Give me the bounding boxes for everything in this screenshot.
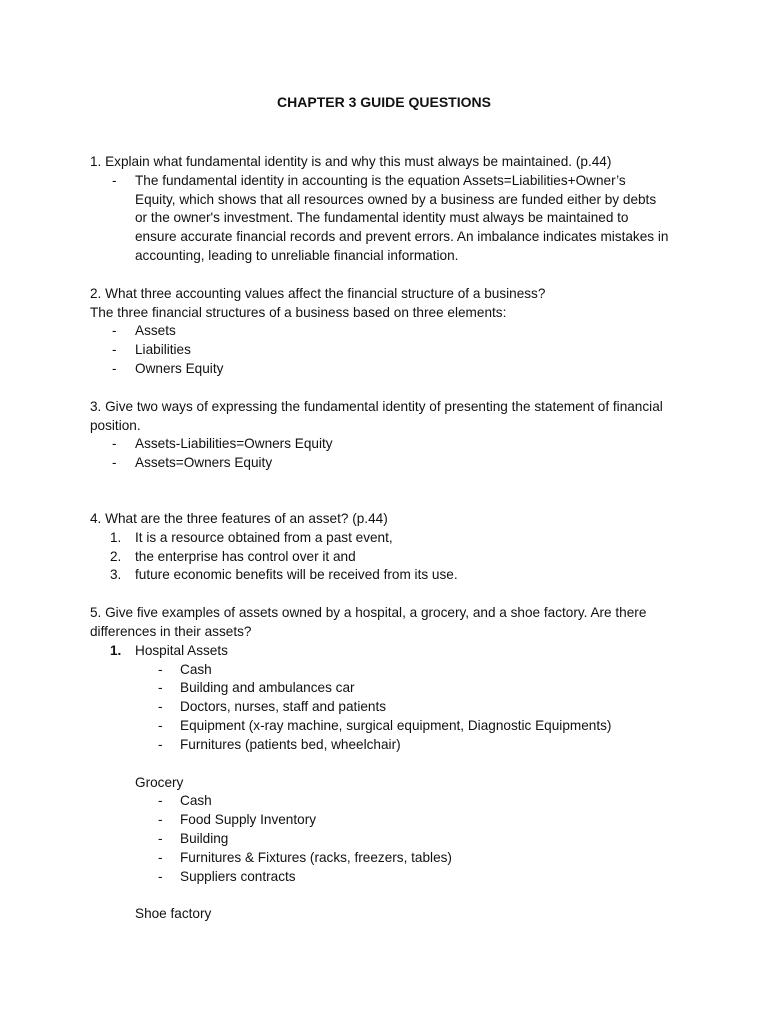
shoe-factory-heading: Shoe factory [135,906,212,922]
number-marker: 2. [110,548,122,564]
bullet-marker: - [158,830,163,846]
answer-1-line: accounting, leading to unreliable financial information. [135,247,459,263]
bullet-marker: - [158,868,163,884]
numbered-item: 1. It is a resource obtained from a past event, [90,529,690,548]
question-5-continued: differences in their assets? [90,623,252,639]
list-item: - Owners Equity [90,360,690,379]
bullet-marker: - [158,661,163,677]
grocery-item: - Building [90,830,690,849]
bullet-marker: - [112,436,117,452]
bullet-marker: - [158,717,163,733]
list-item: - Assets [90,322,690,341]
answer-1-line: Equity, which shows that all resources owned by a business are funded either by debts [135,191,657,207]
bullet-marker: - [158,736,163,752]
number-marker: 1. [110,529,122,545]
question-2-intro: The three financial structures of a business based on three elements: [90,304,507,320]
question-4: 4. What are the three features of an asset? (p.44) [90,510,388,526]
number-marker: 1. [110,642,122,658]
bullet-marker: - [112,342,117,358]
numbered-item: 2. the enterprise has control over it and [90,548,690,567]
hospital-item: - Furnitures (patients bed, wheelchair) [90,736,690,755]
hospital-heading: 1. Hospital Assets [90,642,690,661]
question-1: 1. Explain what fundamental identity is and why this must always be maintained. (p.44) [90,154,612,169]
number-marker: 3. [110,567,122,583]
answer-1-line: or the owner's investment. The fundamental identity must always be maintained to [135,210,629,226]
grocery-item: - Cash [90,792,690,811]
hospital-item: - Equipment (x-ray machine, surgical equipment, Diagnostic Equipments) [90,717,690,736]
question-2: 2. What three accounting values affect the financial structure of a business? [90,285,546,301]
bullet-marker: - [112,360,117,376]
numbered-item: 3. future economic benefits will be received from its use. [90,566,690,585]
question-3: 3. Give two ways of expressing the fundamental identity of presenting the statement of financial [90,398,663,414]
hospital-item: - Doctors, nurses, staff and patients [90,698,690,717]
bullet-marker: - [158,680,163,696]
list-item: - Assets-Liabilities=Owners Equity [90,435,690,454]
bullet-marker: - [158,793,163,809]
grocery-heading: Grocery [135,774,184,790]
bullet-marker: - [112,455,117,471]
answer-1-line: ensure accurate financial records and prevent errors. An imbalance indicates mistakes in [135,229,669,245]
hospital-item: - Building and ambulances car [90,679,690,698]
list-item: - Assets=Owners Equity [90,454,690,473]
hospital-item: - Cash [90,661,690,680]
question-3-continued: position. [90,417,141,433]
document-body [90,153,690,924]
bullet-marker: - [158,699,163,715]
question-5: 5. Give five examples of assets owned by a hospital, a grocery, and a shoe factory. Are there [90,605,647,621]
answer-1-line: - The fundamental identity in accounting is the equation Assets=Liabilities+Owner’s [90,172,690,191]
bullet-marker: - [158,812,163,828]
bullet-marker: - [158,849,163,865]
list-item: - Liabilities [90,341,690,360]
bullet-marker: - [112,172,117,188]
grocery-item: - Food Supply Inventory [90,811,690,830]
bullet-marker: - [112,323,117,339]
grocery-item: - Suppliers contracts [90,868,690,887]
grocery-item: - Furnitures & Fixtures (racks, freezers, tables) [90,849,690,868]
page-title: CHAPTER 3 GUIDE QUESTIONS [277,94,491,110]
